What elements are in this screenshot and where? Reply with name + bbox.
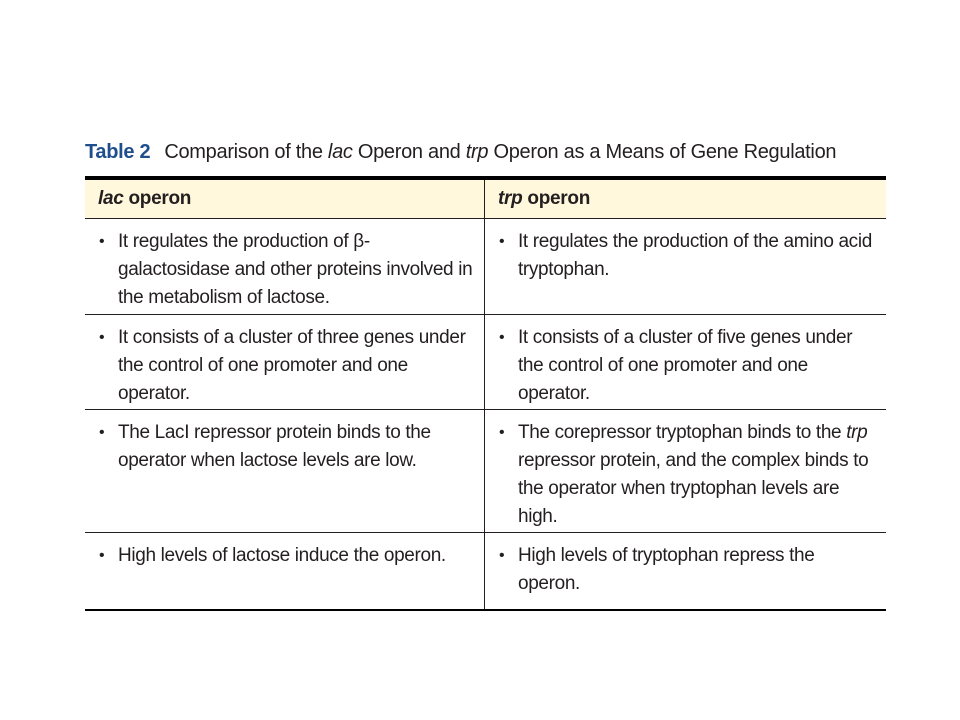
- table-row: [85, 533, 886, 609]
- bullet-icon: •: [499, 547, 505, 564]
- trp-cell-text-2: repressor protein, and the complex binds to the operator when tryptophan levels are high.: [518, 450, 869, 527]
- header-lac-italic: lac: [98, 188, 124, 209]
- header-trp-operon: [485, 180, 886, 218]
- bullet-icon: •: [99, 424, 105, 441]
- caption-text-3: Operon as a Means of Gene Regulation: [488, 141, 837, 163]
- trp-cell-text: It regulates the production of the amino acid tryptophan.: [518, 231, 872, 280]
- lac-cell: [85, 533, 485, 609]
- table-header-row: [85, 180, 886, 219]
- trp-cell: [485, 315, 886, 409]
- header-lac-operon: [85, 180, 485, 218]
- table-row: [85, 410, 886, 533]
- header-trp-rest: operon: [522, 188, 591, 209]
- trp-cell-italic: trp: [846, 422, 868, 443]
- comparison-table: [85, 176, 886, 611]
- trp-cell-text-1: The corepressor tryptophan binds to the: [518, 422, 847, 443]
- table-number: Table 2: [85, 141, 151, 163]
- lac-cell-text: High levels of lactose induce the operon.: [118, 545, 446, 566]
- lac-cell-text: It regulates the production of β-galactosidase and other proteins involved in the metabolism of lactose.: [118, 231, 473, 308]
- bullet-icon: •: [99, 329, 105, 346]
- trp-cell: [485, 410, 886, 532]
- bullet-icon: •: [99, 233, 105, 250]
- header-trp-italic: trp: [498, 188, 523, 209]
- caption-text-1: Comparison of the: [164, 141, 328, 163]
- lac-cell-text: It consists of a cluster of three genes under the control of one promoter and one operator.: [118, 327, 466, 404]
- trp-cell: [485, 219, 886, 314]
- table-row: [85, 315, 886, 410]
- header-lac-rest: operon: [123, 188, 192, 209]
- lac-cell-text: The LacI repressor protein binds to the operator when lactose levels are low.: [118, 422, 431, 471]
- bullet-icon: •: [499, 329, 505, 346]
- lac-cell: [85, 219, 485, 314]
- caption-trp: trp: [465, 141, 489, 163]
- caption-lac: lac: [327, 141, 353, 163]
- table-caption: [85, 141, 836, 164]
- table-row: [85, 219, 886, 315]
- lac-cell: [85, 410, 485, 532]
- caption-text-2: Operon and: [352, 141, 466, 163]
- trp-cell-text: High levels of tryptophan repress the operon.: [518, 545, 815, 594]
- bullet-icon: •: [99, 547, 105, 564]
- trp-cell: [485, 533, 886, 609]
- trp-cell-text: It consists of a cluster of five genes under the control of one promoter and one operator.: [518, 327, 853, 404]
- bullet-icon: •: [499, 424, 505, 441]
- lac-cell: [85, 315, 485, 409]
- bullet-icon: •: [499, 233, 505, 250]
